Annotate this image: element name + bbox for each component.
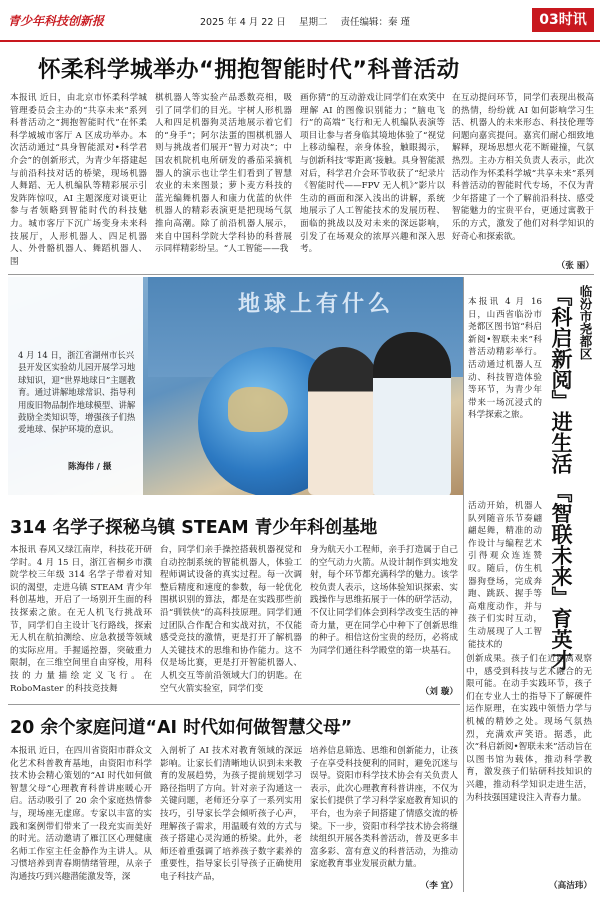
article1-column-2: 棋机器人等实验产品悉数亮相，吸引了同学们的目光。宇树人形机器人和四足机器狗灵活地展示着它们的“身手”；阿尔法蛋的围棋机器人则与挑战者们展开“智力对决”；中国农机院机电所研发的番茄采摘机器人的演示也让学生们看到了智慧农业的未来图景；萝卜麦方科技的蓝光编舞机器人和康力优蓝的伙伴机器人的精彩表演更是把现场气氛推向高潮。除了前沿机器人展示，来自中国科学院大学科协的科普展示同样精彩纷呈。“人工智能——我 <box>155 93 292 255</box>
globe-landmass <box>228 387 288 432</box>
article2-author: （刘 璇） <box>420 687 458 697</box>
child-figure <box>308 347 378 495</box>
article2-column-3: 身为航天小工程师，亲手打造属于自己的空气动力火箭。从设计制作到实地发射，每个环节都充满科学的魅力。该学校负责人表示，这场体验知识探索、实践操作与思维拓展于一体的研学活动，不仅让同学们体会到科学改变生活的神奇力量，更在同学心中种下了创新思维的种子。相信这份宝贵的经历，必将成为同学们通往科学殿堂的第一块基石。 <box>310 545 458 656</box>
photo-caption: 4 月 14 日，浙江省湖州市长兴县开发区实验幼儿园开展学习地球知识，迎“世界地球日”主题教育。通过讲解地球常识、指导利用废旧物品制作地球模型、讲解鼓励全类知识等，增强孩子们热爱地球、保护环境的意识。 <box>18 350 136 435</box>
article3-headline: 20 余个家庭问道“AI 时代如何做智慧父母” <box>10 718 353 738</box>
sidebar-column-2: 活动开始，机器人队列随音乐节奏翩翩起舞，精准的动作设计与编程艺术引得观众连连赞叹。随后，仿生机器狗登场，完成奔跑、跳跃、握手等高难度动作，并与孩子们实时互动，生动展现了人工智能技术的 <box>468 501 542 650</box>
photo-banner-text: 地球上有什么 <box>238 292 395 317</box>
section-divider <box>8 274 594 275</box>
section-badge: 03时讯 <box>532 8 594 32</box>
issue-date: 2025 年 4 月 22 日 <box>200 17 286 28</box>
section-divider <box>8 704 460 705</box>
article3-author: （李 宜） <box>420 881 458 891</box>
article1-author: （张 丽） <box>556 261 594 271</box>
photo-credit: 陈海伟 / 摄 <box>68 462 112 472</box>
article2-column-1: 本报讯 春风又绿江南岸，科技花开研学时。4 月 15 日，浙江省桐乡市濮院学校三年级 314 名学子带着对知识的渴望，走进乌镇 STEAM 青少年科创基地，开启了一场别开生面的科技探索之旅。在无人机飞行挑战环节，同学们自主设计飞行路线，探索无人机在航拍测绘、应急救援等领域的实际应用。手握遥控器，突破重力限制，在三维空间里自由穿梭，用科技的力量描绘定义飞行。在 RoboMaster 的科技竞技舞 <box>10 545 152 694</box>
article1-column-1: 本报讯 近日，由北京市怀柔科学城管理委员会主办的“共享未来”系列科普活动之“拥抱智能时代”在怀柔科学城城市客厅 A 区成功举办。本次活动通过“具身智能派对•科学君介会”的创新形式，为青少年搭建起与前沿科技对话的桥梁，现场机器人舞蹈、无人机编队等精彩展示引发阵阵惊叹，AI 主题深度对谈更让参与者领略到智能时代的科技魅力。城市客厅下沉广场变身未来科技展厅，人形机器人、四足机器人、外骨骼机器人、舞蹈机器人、围 <box>10 93 147 267</box>
article1-column-4: 在互动提问环节，同学们表现出极高的热情，纷纷就 AI 如何影响学习生活、机器人的未来形态、科技伦理等问题向嘉宾提问。嘉宾们耐心细致地解释，现场思想火花不断碰撞，气氛热烈。主办方相关负责人表示，此次活动作为怀柔科学城“共享未来”系列科普活动的智能时代专场，不仅为青少年搭建了一个了解前沿科技、感受智能魅力的宝贵平台，更通过寓教于乐的方式，激发了他们对科学知识的好奇心和探索欲。 <box>452 93 594 242</box>
article2-column-2: 台，同学们亲手操控搭载机器视觉和自动控制系统的智能机器人，体验工程师调试设备的真实过程。每一次调整后精度和速度的参数，每一轮优化围棋识别的算法，都是在实践那些前沿“驯铁侠”的高科技原理。同学们通过团队合作配合和实战对抗，不仅能感受竞技的激情，更是打开了解机器人关键技术的思维和协作能力。这不仅是场比赛，更是打开智能机器人、人机交互等前沿领域大门的钥匙。在空气火箭实验室，同学们变 <box>160 545 302 694</box>
article3-column-2: 入剖析了 AI 技术对教育领域的深远影响。让家长们清晰地认识到未来教育的发展趋势，为孩子提前规划学习路径指明了方向。针对亲子沟通这一关键问题，老师还分享了一系列实用技巧，引导家长学会倾听孩子心声，理解孩子需求，用温暖有效的方式与孩子搭建心灵沟通的桥梁。此外，老师还着重强调了培养孩子数字素养的重要性，指导家长引导孩子正确使用电子科技产品， <box>160 746 302 882</box>
sidebar-column-1: 本报讯 4 月 16 日，山西省临汾市尧都区图书馆“科启新阅•智联未来”科普活动精彩举行。活动通过机器人互动、科技智造体验等环节，为青少年带来一场沉浸式的科学探索之旅。 <box>468 297 542 421</box>
sidebar-column-3: 创新成果。孩子们在近距离观察中，感受到科技与艺术融合的无限可能。在动手实践环节，孩子们在专业人士的指导下了解硬件运作原理，在实践中领悟力学与机械的精妙之处。现场气氛热烈，充满欢声笑语。据悉，此次“科启新阅•智联未来”活动旨在以图书馆为载体，推动科学教育，激发孩子们钻研科技知识的兴趣，推动科学知识走进生活，为科技强国建设注入青春力量。 <box>466 654 592 803</box>
editor-credit: 责任编辑：秦 瑾 <box>340 17 411 28</box>
sidebar-author: （高洁玮） <box>549 881 592 891</box>
news-photo <box>8 277 463 495</box>
article1-headline: 怀柔科学城举办“拥抱智能时代”科普活动 <box>38 57 460 83</box>
dateline <box>200 14 420 28</box>
article1-column-3: 画你猜”的互动游戏让同学们在欢笑中理解 AI 的图像识别能力；“脑电飞行”的高端“飞行和无人机编队表演等项目让参与者身临其境地体验了“视觉上移动编程，亲身体验，触眼揭示，与创新科技‘零距离’接触。具身智能派对后，科学君介会环节收获了“纪录片《智能时代——FPV 无人机》”影片以生动的画面和深入浅出的讲解，系统地展示了人工智能技术的发展历程、面临的挑战以及对未来的深远影响，引发了在场观众的浓厚兴趣和深入思考。 <box>300 93 445 255</box>
photo-caption-panel <box>8 277 143 495</box>
masthead <box>0 0 600 42</box>
sidebar-kicker: 临汾市尧都区 <box>578 285 593 360</box>
paper-name: 青少年科技创新报 <box>8 14 105 28</box>
article3-column-3: 培养信息筛选、思维和创新能力，让孩子在享受科技便利的同时，避免沉迷与误导。资阳市科学技术协会有关负责人表示，此次心理教育科普讲座，不仅为家长们提供了学习科学家庭教育知识的平台，也为亲子间搭建了情感交流的桥梁。下一步，资阳市科学技术协会将继续组织开展各类科普活动，普及更多丰富多彩、富有意义的科普活动，为推动家庭教育事业发展贡献力量。 <box>310 746 458 870</box>
column-divider <box>463 277 464 892</box>
issue-weekday: 星期二 <box>298 17 328 28</box>
article3-column-1: 本报讯 近日，在四川省资阳市群众文化艺术科普教育基地，由资阳市科学技术协会精心策划的“AI 时代如何做智慧父母”心理教育科普讲座暖心开启。活动吸引了 20 余个家庭热情参与，现场座无虚席。专家以丰富的实践和案例带们带来了一段充实而美好的时光。活动邀请了雁江区心理健康名师工作室主任金静作为主讲人。从习惯培养到青春期情绪管理，从亲子沟通技巧到兴趣潜能激发等，深 <box>10 746 152 882</box>
article2-headline: 314 名学子探秘乌镇 STEAM 青少年科创基地 <box>10 518 378 538</box>
sidebar-title: 『科启新阅』进生活 『智联未来』育英才 <box>549 285 573 671</box>
child-figure <box>373 332 451 495</box>
